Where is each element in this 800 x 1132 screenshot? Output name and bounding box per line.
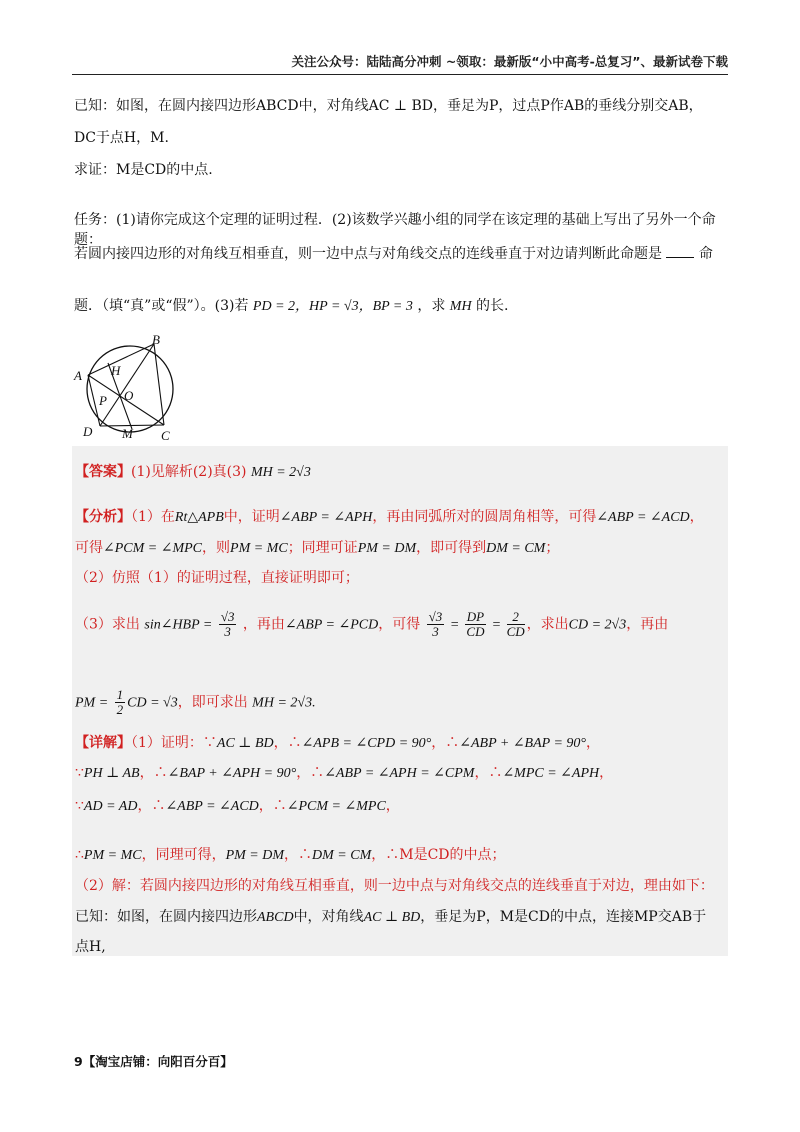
- page-header: 关注公众号：陆陆高分冲刺 ~领取：最新版“小中高考-总复习”、最新试卷下载: [72, 52, 728, 75]
- text: 已知：如图，在圆内接四边形: [75, 909, 257, 925]
- analysis-line-2: [75, 538, 559, 559]
- math: PM = DM: [225, 848, 285, 863]
- text: 可得: [75, 540, 103, 556]
- text: ，: [689, 509, 704, 525]
- math: ∠ABP = ∠ACD: [165, 799, 259, 814]
- label-H: H: [111, 363, 121, 378]
- denominator: CD: [466, 624, 485, 639]
- math: PM = DM: [357, 541, 417, 556]
- text: ，再由: [242, 616, 285, 633]
- denominator: 3: [224, 624, 231, 639]
- detail-tag: 【详解】: [75, 735, 131, 751]
- math: ∠BAP + ∠APH = 90°: [167, 766, 297, 781]
- geometry-figure: [66, 333, 196, 445]
- label-A: A: [74, 368, 82, 383]
- analysis-line-4: [75, 610, 668, 639]
- detail-line-7: 点H,: [75, 939, 106, 955]
- text: ，∴M是CD的中点；: [371, 847, 506, 863]
- task3-target: MH: [449, 299, 472, 314]
- math: ABCD: [257, 910, 294, 925]
- page-footer: 9【淘宝店铺：向阳百分百】: [74, 1054, 233, 1069]
- math: sin∠HBP =: [144, 617, 213, 633]
- text: ，再由: [626, 616, 669, 633]
- answer-line: [75, 462, 311, 483]
- text: ∴: [75, 847, 84, 863]
- task3-ask: ，求: [417, 298, 446, 314]
- analysis-line-3: （2）仿照（1）的证明过程，直接证明即可；: [75, 570, 359, 586]
- math: ∠APB = ∠CPD = 90°: [301, 736, 432, 751]
- numerator: 1: [116, 687, 124, 702]
- math: =: [488, 617, 505, 633]
- text: ，∴: [139, 765, 168, 781]
- numerator: √3: [428, 609, 443, 624]
- math: =: [446, 617, 463, 633]
- problem-line-3: 求证：M是CD的中点.: [74, 162, 213, 178]
- fraction: [427, 610, 445, 639]
- math: ∠ABP = ∠ACD: [596, 510, 690, 525]
- text: ，∴: [296, 765, 325, 781]
- task-text: 若圆内接四边形的对角线互相垂直，则一边中点与对角线交点的连线垂直于对边请判断此命题是: [74, 246, 662, 262]
- fraction: [507, 610, 525, 639]
- text: ∵: [75, 765, 84, 781]
- text: ，同理可得，: [141, 847, 226, 863]
- detail-line-2: [75, 763, 613, 784]
- task3-given: PD = 2，HP = √3，BP = 3: [252, 299, 413, 314]
- problem-line-2: DC于点H，M.: [74, 130, 169, 146]
- label-M: M: [122, 426, 133, 441]
- numerator: DP: [466, 609, 485, 624]
- text: ，∴: [284, 847, 313, 863]
- answer-blank: [666, 245, 694, 258]
- text: ，∴: [273, 735, 302, 751]
- numerator: 2: [507, 610, 525, 625]
- analysis-line-5: [75, 688, 316, 717]
- task-line-2: [74, 244, 734, 264]
- analysis-line-1: [75, 507, 704, 528]
- answer-text: (1)见解析(2)真(3): [131, 464, 247, 480]
- detail-line-4: [75, 845, 506, 866]
- detail-line-3: [75, 796, 400, 817]
- fraction: [465, 610, 486, 639]
- math: ∠ABP + ∠BAP = 90°: [459, 736, 587, 751]
- math: ∠ABP = ∠APH: [279, 510, 373, 525]
- text: ，: [385, 798, 400, 814]
- math: .: [312, 695, 316, 711]
- text: （3）求出: [75, 616, 140, 633]
- math: CD = √3: [127, 695, 178, 711]
- math: MH = 2√3: [252, 695, 313, 711]
- text: ；同理可证: [287, 540, 358, 556]
- text: ∵: [75, 798, 84, 814]
- task-line-1: 任务：(1)请你完成这个定理的证明过程．(2)该数学兴趣小组的同学在该定理的基础上写出了另外一个命题：: [74, 212, 716, 248]
- text: ，垂足为P，M是CD的中点，连接MP交AB于: [420, 909, 707, 925]
- math: PM = MC: [230, 541, 288, 556]
- text: （1）在: [131, 509, 175, 525]
- fraction: [115, 688, 126, 717]
- text: ，: [586, 735, 601, 751]
- math: PM =: [75, 695, 109, 711]
- text: （1）证明：∵: [131, 735, 217, 751]
- text: ，∴: [137, 798, 166, 814]
- math: PM = MC: [83, 848, 142, 863]
- task-line-3: [74, 296, 734, 317]
- fraction: [219, 610, 237, 639]
- denominator: 3: [432, 624, 439, 639]
- math: DM = CM: [312, 848, 372, 863]
- text: 中，证明: [223, 509, 280, 525]
- text: ，∴: [474, 765, 503, 781]
- math: AC ⊥ BD: [216, 736, 274, 751]
- task3-text: 题．（填“真”或“假”）。(3)若: [74, 298, 249, 314]
- text: ，可得: [378, 616, 421, 633]
- numerator: √3: [220, 609, 235, 624]
- math: PH ⊥ AB: [83, 766, 140, 781]
- math: ∠ABP = ∠APH = ∠CPM: [324, 766, 475, 781]
- label-P: P: [99, 393, 107, 408]
- text: ，则: [202, 540, 231, 556]
- problem-line-1: 已知：如图，在圆内接四边形ABCD中，对角线AC ⊥ BD，垂足为P，过点P作AB的垂线分别交AB，: [74, 98, 703, 114]
- text: ，即可得到: [416, 540, 487, 556]
- text: ，即可求出: [177, 694, 248, 711]
- label-D: D: [83, 424, 93, 439]
- label-O: O: [124, 388, 134, 403]
- math: ∠PCM = ∠MPC: [103, 541, 203, 556]
- analysis-tag: 【分析】: [75, 509, 131, 525]
- text: ，求出: [526, 616, 569, 633]
- task3-end: 的长.: [476, 298, 509, 314]
- math: DM = CM: [486, 541, 546, 556]
- math: AC ⊥ BD: [363, 910, 421, 925]
- answer-tag: 【答案】: [75, 464, 131, 480]
- label-B: B: [152, 333, 160, 347]
- denominator: CD: [506, 624, 525, 639]
- text: ，: [599, 765, 614, 781]
- math: ∠PCM = ∠MPC: [286, 799, 386, 814]
- label-C: C: [161, 428, 170, 443]
- math: Rt△APB: [174, 510, 224, 525]
- text: ，∴: [258, 798, 287, 814]
- detail-line-1: [75, 733, 600, 754]
- math: CD = 2√3: [568, 617, 627, 633]
- detail-line-6: [75, 907, 706, 928]
- math: ∠MPC = ∠APH: [502, 766, 600, 781]
- denominator: 2: [116, 702, 124, 717]
- math: AD = AD: [83, 799, 138, 814]
- text: ，再由同弧所对的圆周角相等，可得: [372, 509, 597, 525]
- detail-line-5: （2）解：若圆内接四边形的对角线互相垂直，则一边中点与对角线交点的连线垂直于对边，理由如下：: [75, 878, 714, 894]
- task-text-end: 命: [698, 246, 713, 262]
- figure-lines: [88, 344, 164, 429]
- math: ∠ABP = ∠PCD: [284, 617, 379, 633]
- answer-math: MH = 2√3: [250, 465, 311, 480]
- text: ；: [545, 540, 560, 556]
- text: 中，对角线: [293, 909, 364, 925]
- text: ，∴: [431, 735, 460, 751]
